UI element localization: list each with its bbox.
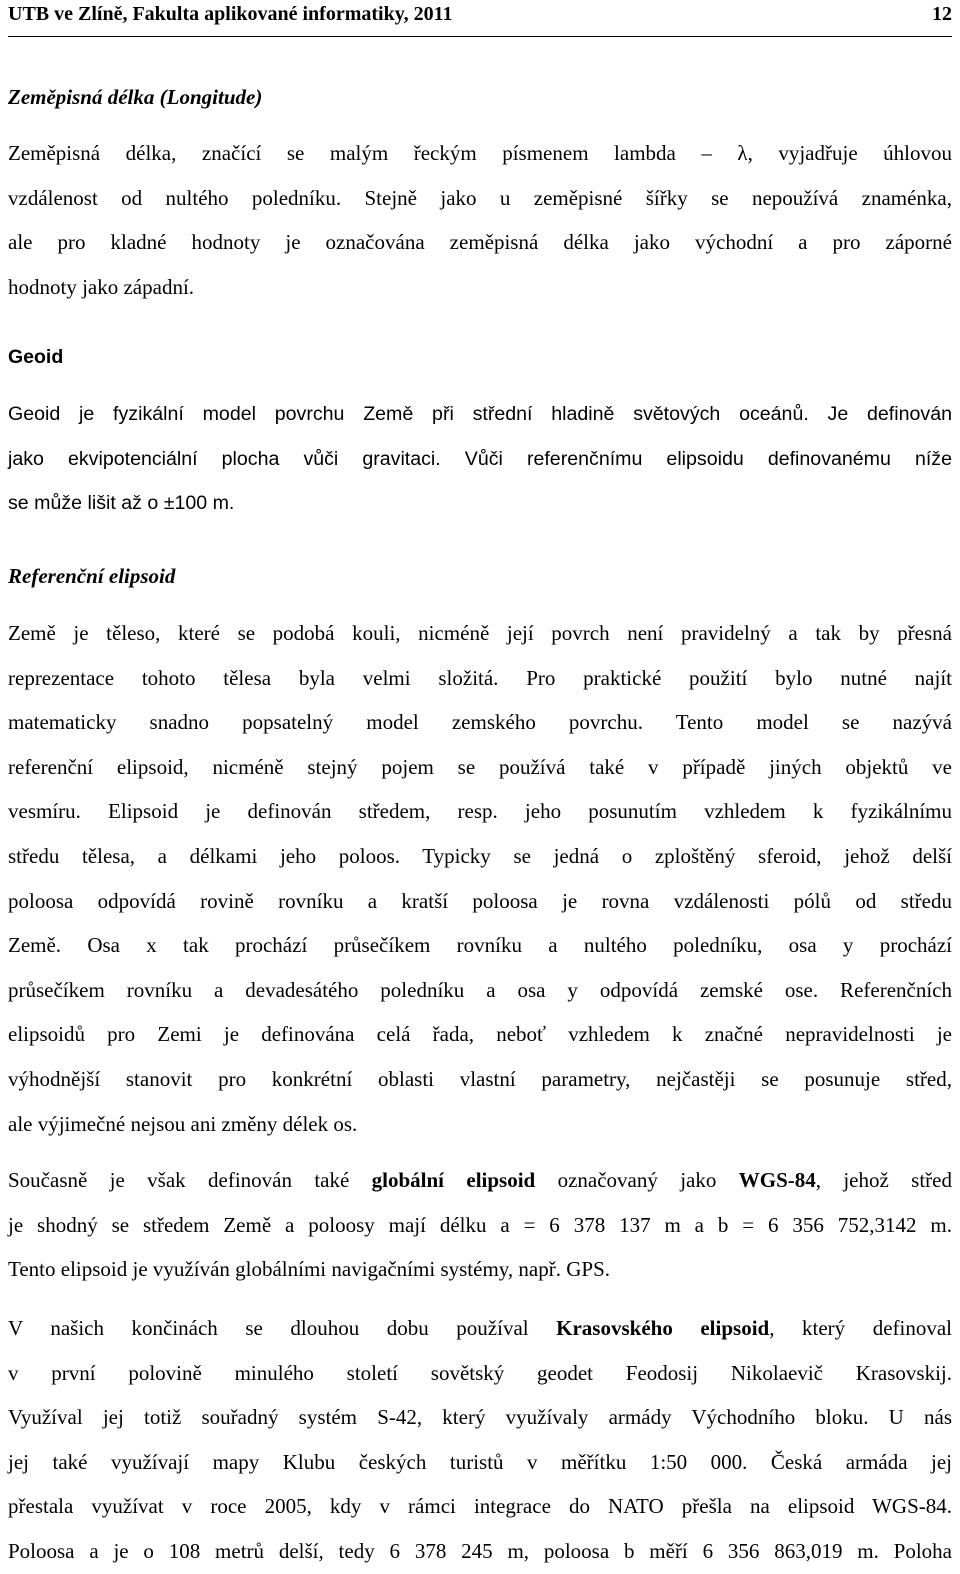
text-line: matematicky snadno popsatelný model zemského povrchu. Tento model se nazývá [8, 710, 952, 735]
text-segment: Současně je však definován také [8, 1168, 372, 1192]
text-line: referenční elipsoid, nicméně stejný pojem se používá také v případě jiných objektů ve [8, 754, 952, 779]
text-line: přestala využívat v roce 2005, kdy v rámci integrace do NATO přešla na elipsoid WGS-84. [8, 1494, 952, 1519]
text-line: Využíval jej totiž souřadný systém S-42, který využívaly armády Východního bloku. U nás [8, 1405, 952, 1430]
paragraph-krasovsky [8, 1306, 952, 1574]
text-line: Země. Osa x tak prochází průsečíkem rovníku a nultého poledníku, osa y prochází [8, 933, 952, 958]
section-heading-longitude: Zeměpisná délka (Longitude) [8, 85, 263, 109]
text-segment: , který definoval [769, 1316, 952, 1340]
text-line: je shodný se středem Země a poloosy mají délku a = 6 378 137 m a b = 6 356 752,3142 m. [8, 1212, 952, 1237]
bold-term-wgs84: WGS-84 [738, 1168, 816, 1192]
text-line: reprezentace tohoto tělesa byla velmi složitá. Pro praktické použití bylo nutné najít [8, 665, 952, 690]
text-line: v první polovině minulého století sovětský geodet Feodosij Nikolaevič Krasovskij. [8, 1360, 952, 1385]
section-heading-geoid: Geoid [8, 346, 64, 368]
text-line: Zeměpisná délka, značící se malým řeckým písmenem lambda – λ, vyjadřuje úhlovou [8, 141, 952, 165]
text-line: jako ekvipotenciální plocha vůči gravitaci. Vůči referenčnímu elipsoidu definovanému níže [8, 447, 952, 470]
text-line: ale pro kladné hodnoty je označována zeměpisná délka jako východní a pro záporné [8, 230, 952, 255]
text-line: průsečíkem rovníku a devadesátého poledníku a osa y odpovídá zemské ose. Referenčních [8, 977, 952, 1002]
text-line [8, 1306, 952, 1351]
text-line: Poloosa a je o 108 metrů delší, tedy 6 378 245 m, poloosa b měří 6 356 863,019 m. Poloha [8, 1538, 952, 1563]
bold-term-krasovsky: Krasovského elipsoid [556, 1316, 770, 1340]
text-line: výhodnější stanovit pro konkrétní oblasti vlastní parametry, nejčastěji se posunuje střed, [8, 1066, 952, 1091]
paragraph-wgs84 [8, 1158, 952, 1292]
text-line: elipsoidů pro Zemi je definována celá řada, neboť vzhledem k značné nepravidelnosti je [8, 1022, 952, 1047]
paragraph-longitude [8, 131, 952, 309]
text-line: ale výjimečné nejsou ani změny délek os. [8, 1111, 358, 1136]
text-line: středu tělesa, a délkami jeho poloos. Typicky se jedná o zploštěný sferoid, jehož delší [8, 843, 952, 868]
text-line: jej také využívají mapy Klubu českých turistů v měřítku 1:50 000. Česká armáda jej [8, 1449, 952, 1474]
text-line [8, 1158, 952, 1203]
text-line: vesmíru. Elipsoid je definován středem, resp. jeho posunutím vzhledem k fyzikálnímu [8, 799, 952, 824]
paragraph-ellipsoid [8, 611, 952, 1146]
text-line: poloosa odpovídá rovině rovníku a kratší poloosa je rovna vzdálenosti pólů od středu [8, 888, 952, 913]
page-header [8, 2, 952, 37]
text-line: se může lišit až o ±100 m. [8, 492, 235, 515]
text-line: vzdálenost od nultého poledníku. Stejně jako u zeměpisné šířky se nepoužívá znaménka, [8, 185, 952, 210]
text-line: Země je těleso, které se podobá kouli, nicméně její povrch není pravidelný a tak by přesná [8, 621, 952, 645]
bold-term-global-ellipsoid: globální elipsoid [371, 1168, 536, 1192]
section-heading-ellipsoid: Referenční elipsoid [8, 564, 176, 588]
text-segment: , jehož střed [815, 1168, 952, 1192]
text-line: Geoid je fyzikální model povrchu Země při střední hladině světových oceánů. Je definován [8, 403, 952, 425]
paragraph-geoid [8, 392, 952, 526]
text-segment: označovaný jako [535, 1168, 739, 1192]
page-number: 12 [932, 3, 952, 25]
text-line: hodnoty jako západní. [8, 274, 195, 299]
text-segment: V našich končinách se dlouhou dobu používal [8, 1316, 557, 1340]
text-line: Tento elipsoid je využíván globálními navigačními systémy, např. GPS. [8, 1257, 610, 1282]
header-title: UTB ve Zlíně, Fakulta aplikované informatiky, 2011 [8, 3, 453, 25]
